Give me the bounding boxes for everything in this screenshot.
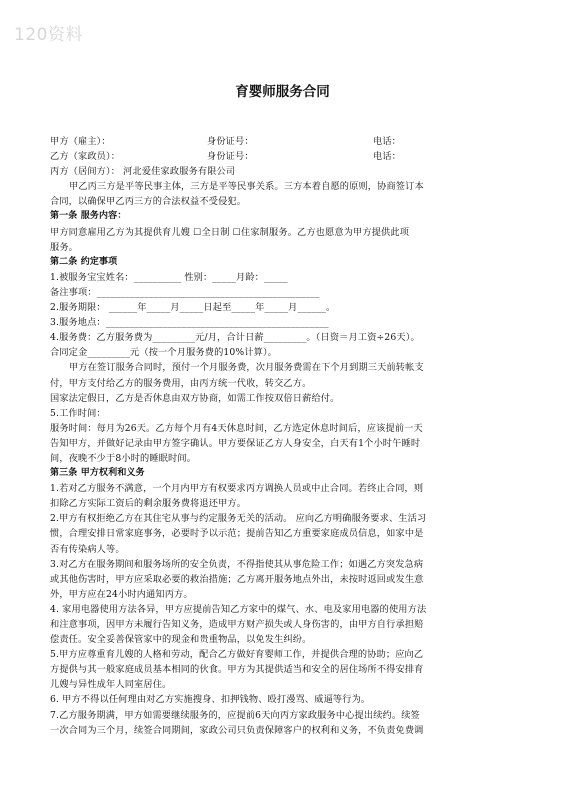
- section-1-line: 服务。: [50, 241, 79, 253]
- section-3-line: 儿嫂与异性成年人同室居住。: [50, 679, 172, 691]
- contract-body: [50, 134, 520, 738]
- section-2-heading: 第二条 约定事项: [50, 256, 118, 267]
- section-3-line: 或其他伤害时，甲方应采取必要的救治措施；乙方离开服务地点外出，未按时返回或发生意: [50, 573, 424, 585]
- section-2-line: 付，甲方支付给乙方的服务费用，由丙方统一代收，转交乙方。: [50, 377, 312, 389]
- section-3-line: 惯，合理安排日常家庭事务，必要时予以示范；提前告知乙方重要家庭成员信息，如家中是: [50, 528, 424, 540]
- section-2-line: 甲方在签订服务合同时，预付一个月服务费，次月服务费需在下个月到期三天前转帐支: [69, 362, 424, 374]
- section-3-line: 7.乙方服务期满，甲方如需要继续服务的，应提前6天向丙方家政服务中心提出续约。续签: [50, 709, 420, 721]
- section-2-line: 3.服务地点：_______________________________________________: [50, 317, 329, 329]
- section-2-line: 告知甲方，并做好记录由甲方签字确认。甲方要保证乙方人身安全，白天有1个小时午睡时: [50, 437, 421, 449]
- party-b-row: [50, 149, 520, 164]
- section-2-line: 4.服务费：乙方服务费为_________元/月，合计日薪_________。（日资＝月工资÷26天）。: [50, 332, 420, 344]
- party-a-id-label: 身份证号：: [207, 136, 254, 147]
- party-a-row: [50, 134, 520, 149]
- section-3-line: 偿责任。安全妥善保管家中的现金和贵重物品，以免发生纠纷。: [50, 634, 312, 646]
- intro-line: 甲乙丙三方是平等民事主体，三方是平等民事关系。三方本着自愿的原则，协商签订本: [69, 181, 424, 193]
- section-3-line: 和注意事项，因甲方未履行告知义务，造成甲方财产损失或人身伤害的，由甲方自行承担赔: [50, 619, 424, 630]
- section-3-line: 6. 甲方不得以任何理由对乙方实施搜身、扣押钱物、殴打漫骂、威逼等行为。: [50, 694, 371, 706]
- section-2-line: 间，夜晚不少于8小时的睡眠时间。: [50, 452, 197, 464]
- party-a-label: 甲方（雇主）：: [50, 136, 111, 147]
- section-1-line: 甲方同意雇用乙方为其提供育儿嫂 ☐全日制 ☐住家制服务。乙方也愿意为甲方提供此项: [50, 226, 410, 238]
- section-3-line: 3.对乙方在服务期间和服务场所的安全负责，不得指使其从事危险工作；如遇乙方突发急病: [50, 558, 424, 570]
- section-1-heading: 第一条 服务内容：: [50, 211, 127, 222]
- section-2-line: 合同定金_________元（按一个月服务费的10%计算）。: [50, 347, 278, 359]
- section-3-line: 扣除乙方实际工资后的剩余服务费将退还甲方。: [50, 498, 247, 510]
- section-2-line: 国家法定假日，乙方是否休息由双方协商，如需工作按双倍日薪给付。: [50, 392, 340, 404]
- party-c-line: 丙方（居间方）： 河北爱佳家政服务有限公司: [50, 166, 236, 178]
- section-3-line: 4. 家用电器使用方法各异，甲方应提前告知乙方家中的煤气、水、电及家用电器的使用方法: [50, 603, 427, 615]
- section-2-line: 1.被服务宝宝姓名：__________ 性别：_____月龄：_____: [50, 271, 288, 283]
- section-3-line: 一次合同为三个月，续签合同期间，家政公司只负责保障客户的权利和义务，不负责免费调: [50, 724, 424, 736]
- watermark: 120资料: [14, 25, 83, 45]
- section-2-line: 2.服务期限： ______年_____月_____日起至_____年_____月______。: [50, 302, 336, 314]
- document-title: 育婴师服务合同: [235, 84, 330, 100]
- section-3-line: 5.甲方应尊重育儿嫂的人格和劳动，配合乙方做好育婴师工作，并提供合理的协助；应向乙: [50, 649, 424, 661]
- section-2-line: 服务时间：每月为26天。乙方每个月有4天休息时间，乙方选定休息时间后，应该提前一天: [50, 422, 423, 434]
- section-2-line: 备注事项：_______________________________________________: [50, 286, 320, 298]
- party-b-id-label: 身份证号：: [207, 151, 254, 163]
- party-b-phone-label: 电话：: [373, 151, 402, 163]
- section-3-line: 2.甲方有权拒绝乙方在其住宅从事与约定服务无关的活动。 应向乙方明确服务要求、生活习: [50, 513, 427, 525]
- party-a-phone-label: 电话：: [373, 136, 402, 147]
- intro-line: 合同，以确保甲乙丙三方的合法权益不受侵犯。: [50, 196, 247, 208]
- party-b-label: 乙方（家政员）：: [50, 151, 121, 163]
- section-3-line: 外，甲方应在24小时内通知丙方。: [50, 588, 193, 600]
- section-3-heading: 第三条 甲方权利和义务: [50, 468, 145, 479]
- section-3-line: 方提供与其一般家庭成员基本相同的伙食。甲方为其提供适当和安全的居住场所不得安排育: [50, 664, 424, 676]
- section-2-line: 5.工作时间：: [50, 407, 106, 419]
- section-3-line: 否有传染病人等。: [50, 543, 125, 555]
- section-3-line: 1.若对乙方服务不满意，一个月内甲方有权要求丙方调换人员或中止合同。若终止合同，则: [50, 483, 424, 495]
